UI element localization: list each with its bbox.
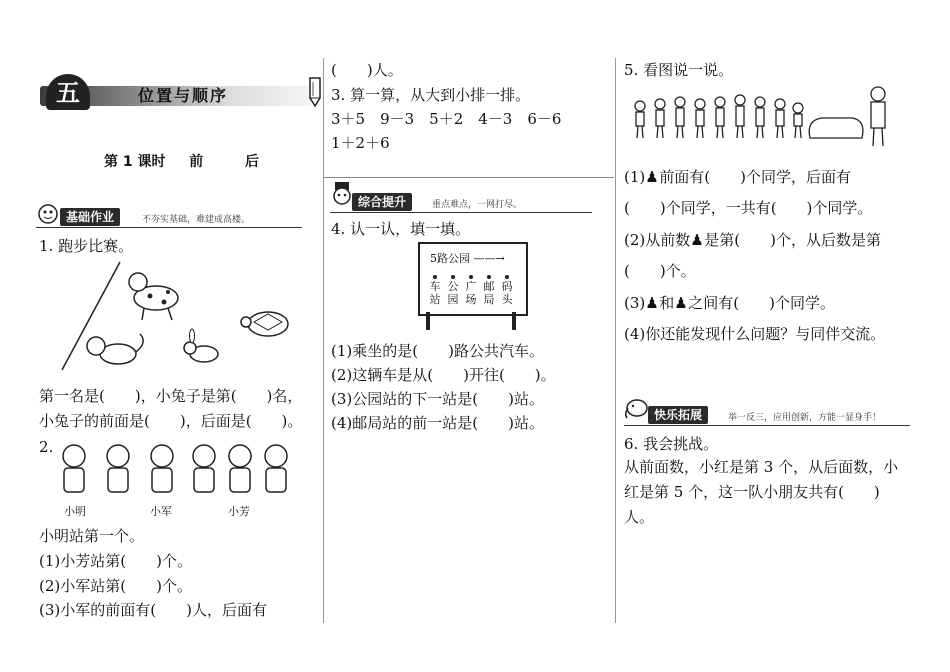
section-motto-basic: 不夯实基础，难建成高楼。 bbox=[142, 215, 251, 225]
sign-stop-5-label: 码 头 bbox=[500, 275, 514, 306]
kid-label-xiaofang: 小芳 bbox=[228, 505, 250, 518]
divider-q3 bbox=[324, 177, 614, 178]
elephant-icon bbox=[622, 396, 650, 420]
q2-part1: (1)小芳站第( )个。 bbox=[39, 552, 192, 570]
pencil-icon bbox=[304, 74, 326, 108]
kid-icon-3 bbox=[151, 445, 173, 492]
kid-icon-2 bbox=[107, 445, 129, 492]
q5-part1-line1 bbox=[624, 168, 851, 186]
q2-continuation: ( )人。 bbox=[331, 61, 403, 79]
q5-part4: (4)你还能发现什么问题？与同伴交流。 bbox=[624, 325, 886, 343]
q2-title: 2. bbox=[39, 438, 54, 456]
section-motto-comprehensive: 重点难点，一网打尽。 bbox=[432, 200, 523, 210]
q4-part3: (3)公园站的下一站是( )站。 bbox=[331, 390, 544, 408]
lesson-label: 第 1 课时 bbox=[104, 154, 166, 170]
q4-part2: (2)这辆车是从( )开往( )。 bbox=[331, 366, 556, 384]
student-icon: ♟ bbox=[645, 168, 659, 186]
queue-illustration bbox=[630, 84, 900, 150]
section-rule-fun bbox=[624, 425, 910, 426]
q2-intro: 小明站第一个。 bbox=[39, 527, 145, 545]
lesson-word-front: 前 bbox=[189, 154, 204, 170]
sign-stop-5 bbox=[500, 274, 514, 306]
sign-stop-4 bbox=[482, 274, 496, 306]
q5-part1-prefix: (1) bbox=[624, 168, 646, 186]
q5-part3 bbox=[624, 294, 835, 312]
rock-icon bbox=[809, 118, 863, 138]
section-rule-basic bbox=[36, 227, 302, 228]
q3-line1: 3＋5 9－3 5＋2 4－3 6－6 bbox=[331, 110, 562, 128]
kid-label-xiaojun: 小军 bbox=[150, 505, 172, 518]
mascot-icon bbox=[330, 180, 354, 210]
q6-line1: 从前面数，小红是第 3 个，从后面数，小 bbox=[624, 458, 899, 476]
q2-part2: (2)小军站第( )个。 bbox=[39, 577, 192, 595]
sign-route bbox=[430, 250, 505, 266]
race-illustration bbox=[56, 258, 306, 376]
unit-title: 位置与顺序 bbox=[138, 86, 229, 105]
q5-part2-prefix: (2)从前数 bbox=[624, 231, 691, 249]
section-rule-comprehensive bbox=[330, 212, 592, 213]
sign-stop-2 bbox=[446, 274, 460, 306]
q3-line2: 1＋2＋6 bbox=[331, 134, 390, 152]
arrow-right-icon: ——→ bbox=[473, 252, 505, 265]
sign-stop-1-label: 车 站 bbox=[428, 275, 442, 306]
kid-label-xiaoming: 小明 bbox=[64, 505, 86, 518]
q6-line3: 人。 bbox=[624, 508, 655, 526]
column-divider-1 bbox=[323, 58, 324, 623]
student-icon: ♟ bbox=[645, 294, 659, 312]
sign-stop-1 bbox=[428, 274, 442, 306]
q5-part2-line2: ( )个。 bbox=[624, 262, 696, 280]
student-icon: ♟ bbox=[674, 294, 688, 312]
sign-stop-3-label: 广 场 bbox=[464, 275, 478, 306]
q5-part2-line1 bbox=[624, 231, 881, 249]
q5-part1-line2: ( )个同学，一共有( )个同学。 bbox=[624, 199, 873, 217]
sign-stop-2-label: 公 园 bbox=[446, 275, 460, 306]
student-icon bbox=[655, 99, 665, 138]
teacher-icon bbox=[871, 87, 885, 146]
sign-post-left bbox=[426, 312, 430, 330]
q5-part1-text: 前面有( )个同学，后面有 bbox=[659, 168, 851, 186]
q3-title: 3. 算一算，从大到小排一排。 bbox=[331, 86, 531, 104]
dog-icon bbox=[129, 273, 178, 320]
kid-icon-6 bbox=[265, 445, 287, 492]
student-icon bbox=[793, 103, 803, 138]
student-icon bbox=[735, 95, 745, 138]
turtle-icon bbox=[241, 312, 288, 336]
sign-stop-3 bbox=[464, 274, 478, 306]
student-icon bbox=[675, 97, 685, 138]
sign-post-right bbox=[512, 312, 516, 330]
q1-line1: 第一名是( )，小兔子是第( )名， bbox=[39, 387, 303, 405]
q5-part3-and: 和 bbox=[659, 294, 675, 312]
kid-icon-1 bbox=[63, 445, 85, 492]
section-motto-fun: 举一反三，应用创新，方能一显身手！ bbox=[728, 413, 882, 423]
section-tag-fun: 快乐拓展 bbox=[648, 406, 708, 424]
q1-title: 1. 跑步比赛。 bbox=[39, 237, 134, 255]
student-icon bbox=[775, 99, 785, 138]
q2-part3: (3)小军的前面有( )人，后面有 bbox=[39, 601, 267, 619]
section-tag-comprehensive: 综合提升 bbox=[352, 193, 412, 211]
column-divider-2 bbox=[615, 58, 616, 623]
lesson-word-back: 后 bbox=[245, 154, 259, 170]
kid-icon-5 bbox=[229, 445, 251, 492]
q4-part1: (1)乘坐的是( )路公共汽车。 bbox=[331, 342, 544, 360]
kids-row-illustration bbox=[54, 442, 304, 500]
q1-line2: 小兔子的前面是( )，后面是( )。 bbox=[39, 412, 303, 430]
rabbit-icon bbox=[184, 329, 218, 362]
q6-title: 6. 我会挑战。 bbox=[624, 435, 719, 453]
student-icon bbox=[695, 99, 705, 138]
kid-icon-4 bbox=[193, 445, 215, 492]
q6-line2: 红是第 5 个，这一队小朋友共有( ) bbox=[624, 483, 880, 501]
lesson-title bbox=[104, 153, 259, 171]
bus-stop-sign bbox=[418, 242, 528, 316]
q5-part3-text: 之间有( )个同学。 bbox=[688, 294, 835, 312]
q4-part4: (4)邮局站的前一站是( )站。 bbox=[331, 414, 544, 432]
q5-title: 5. 看图说一说。 bbox=[624, 61, 734, 79]
section-tag-basic: 基础作业 bbox=[60, 208, 120, 226]
sign-route-label: 5路公园 bbox=[430, 252, 470, 265]
unit-badge: 五 bbox=[46, 74, 90, 110]
sign-stop-4-label: 邮 局 bbox=[482, 275, 496, 306]
student-icon: ♟ bbox=[690, 231, 704, 249]
student-icon bbox=[635, 101, 645, 138]
student-icon bbox=[755, 97, 765, 138]
mascot-icon bbox=[36, 202, 62, 226]
q4-title: 4. 认一认，填一填。 bbox=[331, 220, 471, 238]
student-icon bbox=[715, 97, 725, 138]
cat-icon bbox=[87, 334, 143, 364]
q5-part2-text: 是第( )个，从后数是第 bbox=[704, 231, 881, 249]
q5-part3-prefix: (3) bbox=[624, 294, 646, 312]
